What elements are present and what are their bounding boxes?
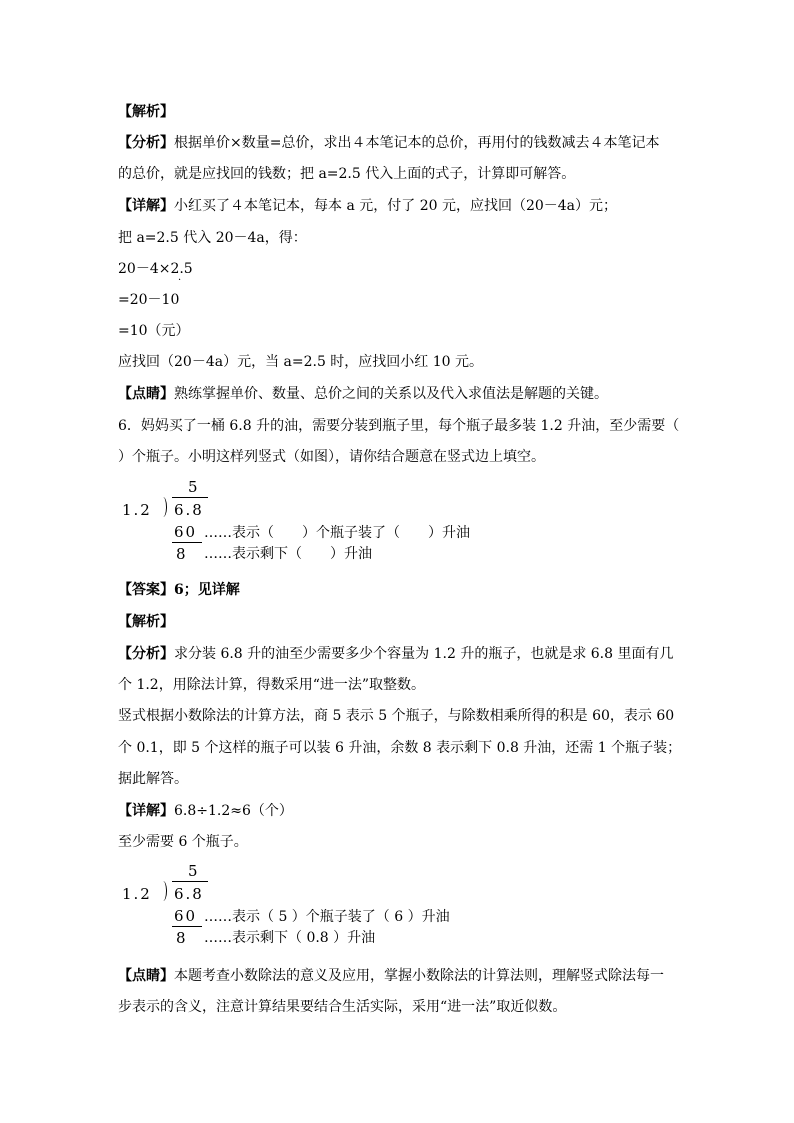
section-heading-analysis-2: 【解析】 xyxy=(118,614,174,630)
divisor: 1.2 xyxy=(122,501,152,519)
divisor: 1.2 xyxy=(122,885,152,903)
label-comment: 【点睛】 xyxy=(118,386,174,402)
paragraph-substitute: 把 a=2.5 代入 20－4a，得： xyxy=(118,230,307,246)
note-product: ……表示（ 5 ）个瓶子装了（ 6 ）升油 xyxy=(204,909,450,925)
paragraph-analysis-3: 竖式根据小数除法的计算方法，商 5 表示 5 个瓶子，与除数相乘所得的积是 60，表示 60 xyxy=(118,708,675,724)
paragraph-detail-2: 【详解】6.8÷1.2≈6（个） xyxy=(118,803,293,819)
subtraction-bar xyxy=(172,926,202,927)
conclusion-1: 应找回（20－4a）元，当 a=2.5 时，应找回小红 10 元。 xyxy=(118,354,484,370)
division-bracket xyxy=(158,881,167,901)
paragraph-analysis-1: 【分析】根据单价×数量=总价，求出４本笔记本的总价，再用付的钱数减去４本笔记本 xyxy=(118,135,660,151)
paragraph-analysis-2: 【分析】求分装 6.8 升的油至少需要多少个容量为 1.2 升的瓶子，也就是求 6.8 里面有几 xyxy=(118,646,674,662)
paragraph-detail-2-cont: 至少需要 6 个瓶子。 xyxy=(118,834,248,850)
equation-step-1: 20－4×2.5 xyxy=(118,261,193,277)
section-heading-analysis: 【解析】 xyxy=(118,104,174,120)
label-analysis: 【分析】 xyxy=(118,135,174,151)
paragraph-detail-1: 【详解】小红买了４本笔记本，每本 a 元，付了 20 元，应找回（20－4a）元； xyxy=(118,198,618,214)
division-bar xyxy=(172,497,208,498)
paragraph-comment-2-cont: 步表示的含义，注意计算结果要结合生活实际，采用“进一法”取近似数。 xyxy=(118,999,567,1015)
product: 60 xyxy=(174,907,198,925)
dot-mark: · xyxy=(178,275,182,286)
equation-step-3: =10（元） xyxy=(118,323,190,339)
paragraph-analysis-2-cont: 个 1.2，用除法计算，得数采用“进一法”取整数。 xyxy=(118,677,426,693)
paragraph-comment-2: 【点睛】本题考查小数除法的意义及应用，掌握小数除法的计算法则，理解竖式除法每一 xyxy=(118,968,664,984)
division-bar xyxy=(172,881,208,882)
note-remainder: ……表示剩下（ 0.8 ）升油 xyxy=(204,930,376,946)
equation-step-2: =20－10 xyxy=(118,292,180,308)
long-division-answer xyxy=(118,862,478,952)
paragraph-comment-1: 【点睛】熟练掌握单价、数量、总价之间的关系以及代入求值法是解题的关键。 xyxy=(118,386,608,402)
subtraction-bar xyxy=(172,542,202,543)
question-6: 6．妈妈买了一桶 6.8 升的油，需要分装到瓶子里，每个瓶子最多装 1.2 升油，至少需要（ xyxy=(118,418,680,434)
note-remainder: ……表示剩下（ ）升油 xyxy=(204,546,372,562)
long-division-question xyxy=(118,478,478,568)
paragraph-analysis-1-cont: 的总价，就是应找回的钱数；把 a=2.5 代入上面的式子，计算即可解答。 xyxy=(118,166,576,182)
remainder: 8 xyxy=(176,929,188,947)
label-comment: 【点睛】 xyxy=(118,968,174,984)
note-product: ……表示（ ）个瓶子装了（ ）升油 xyxy=(204,525,470,541)
product: 60 xyxy=(174,523,198,541)
quotient: 5 xyxy=(188,478,200,496)
paragraph-analysis-3-cont: 个 0.1，即 5 个这样的瓶子可以装 6 升油，余数 8 表示剩下 0.8 升油，还需 1 个瓶子装； xyxy=(118,740,682,756)
dividend: 6.8 xyxy=(174,501,204,519)
remainder: 8 xyxy=(176,545,188,563)
label-detail: 【详解】 xyxy=(118,803,174,819)
label-analysis: 【分析】 xyxy=(118,646,174,662)
question-6-cont: ）个瓶子。小明这样列竖式（如图），请你结合题意在竖式边上填空。 xyxy=(118,449,545,465)
division-bracket xyxy=(158,497,167,517)
quotient: 5 xyxy=(188,862,200,880)
dividend: 6.8 xyxy=(174,885,204,903)
answer: 【答案】6；见详解 xyxy=(118,582,240,598)
paragraph-analysis-3-end: 据此解答。 xyxy=(118,771,188,787)
label-detail: 【详解】 xyxy=(118,198,174,214)
